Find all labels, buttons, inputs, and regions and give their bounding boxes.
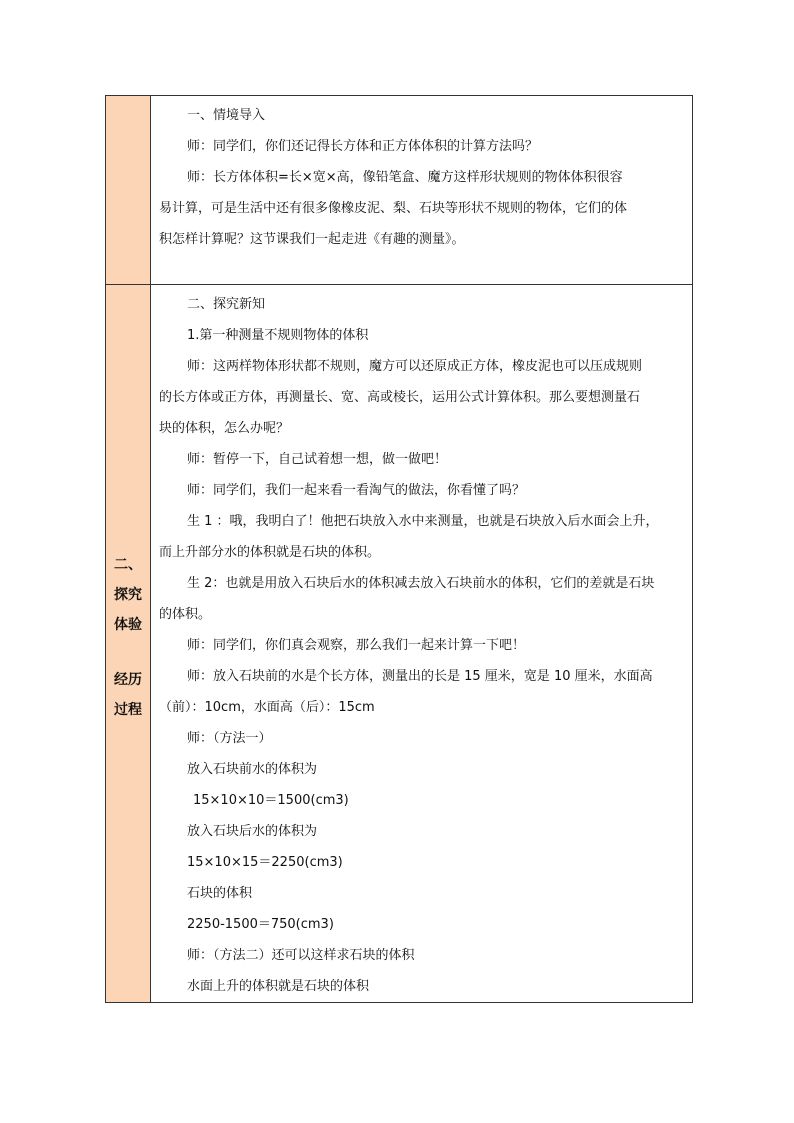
content-cell-intro xyxy=(151,96,693,285)
paragraph-line: 生 1 ：哦，我明白了！他把石块放入水中来测量，也就是石块放入后水面会上升， xyxy=(187,514,659,529)
paragraph-line: 师：放入石块前的水是个长方体，测量出的长是 15 厘米，宽是 10 厘米，水面高 xyxy=(187,669,653,684)
section-heading: 二、探究新知 xyxy=(187,297,266,312)
paragraph-line: 放入石块前水的体积为 xyxy=(187,762,318,777)
side-label-explore: 二、 探究 体验 xyxy=(114,557,142,633)
paragraph-line: 师：（方法二）还可以这样求石块的体积 xyxy=(187,948,415,963)
paragraph-line: 的长方体或正方体，再测量长、宽、高或棱长，运用公式计算体积。那么要想测量石 xyxy=(159,390,641,405)
formula-line: 15×10×10＝1500(cm3) xyxy=(193,793,349,808)
table-row xyxy=(106,285,693,1003)
paragraph-line: 师：这两样物体形状都不规则，魔方可以还原成正方体，橡皮泥也可以压成规则 xyxy=(187,359,643,374)
lesson-plan-table xyxy=(105,95,693,1003)
paragraph-line: 的体积。 xyxy=(159,607,212,622)
paragraph-line: 师：（方法一） xyxy=(187,731,272,746)
paragraph-line: （前）：10cm，水面高（后）：15cm xyxy=(159,700,375,715)
paragraph-line: 生 2：也就是用放入石块后水的体积减去放入石块前水的体积，它们的差就是石块 xyxy=(187,576,655,591)
side-cell-explore xyxy=(106,285,151,1003)
paragraph-line: 师：暂停一下，自己试着想一想，做一做吧！ xyxy=(187,452,448,467)
paragraph-line: 师：同学们，你们还记得长方体和正方体体积的计算方法吗？ xyxy=(187,139,539,154)
paragraph-line: 师：同学们，我们一起来看一看淘气的做法，你看懂了吗？ xyxy=(187,483,526,498)
subheading: 1.第一种测量不规则物体的体积 xyxy=(187,328,369,343)
paragraph-line: 块的体积，怎么办呢？ xyxy=(159,421,290,436)
paragraph-line: 放入石块后水的体积为 xyxy=(187,824,318,839)
paragraph-line: 水面上升的体积就是石块的体积 xyxy=(187,979,370,994)
paragraph-line: 易计算，可是生活中还有很多像橡皮泥、梨、石块等形状不规则的物体，它们的体 xyxy=(159,201,628,216)
paragraph-line: 师：长方体体积=长×宽×高，像铅笔盒、魔方这样形状规则的物体体积很容 xyxy=(187,170,623,185)
table-row xyxy=(106,96,693,285)
paragraph-line: 而上升部分水的体积就是石块的体积。 xyxy=(159,545,381,560)
content-cell-explore xyxy=(151,285,693,1003)
formula-line: 15×10×15＝2250(cm3) xyxy=(187,855,343,870)
paragraph-line: 积怎样计算呢？这节课我们一起走进《有趣的测量》。 xyxy=(159,232,465,247)
formula-line: 2250-1500＝750(cm3) xyxy=(187,917,334,932)
paragraph-line: 师：同学们，你们真会观察，那么我们一起来计算一下吧！ xyxy=(187,638,526,653)
paragraph-line: 石块的体积 xyxy=(187,886,253,901)
side-cell-intro xyxy=(106,96,151,285)
section-heading: 一、情境导入 xyxy=(187,108,266,123)
side-label-process: 经历 过程 xyxy=(114,672,142,718)
